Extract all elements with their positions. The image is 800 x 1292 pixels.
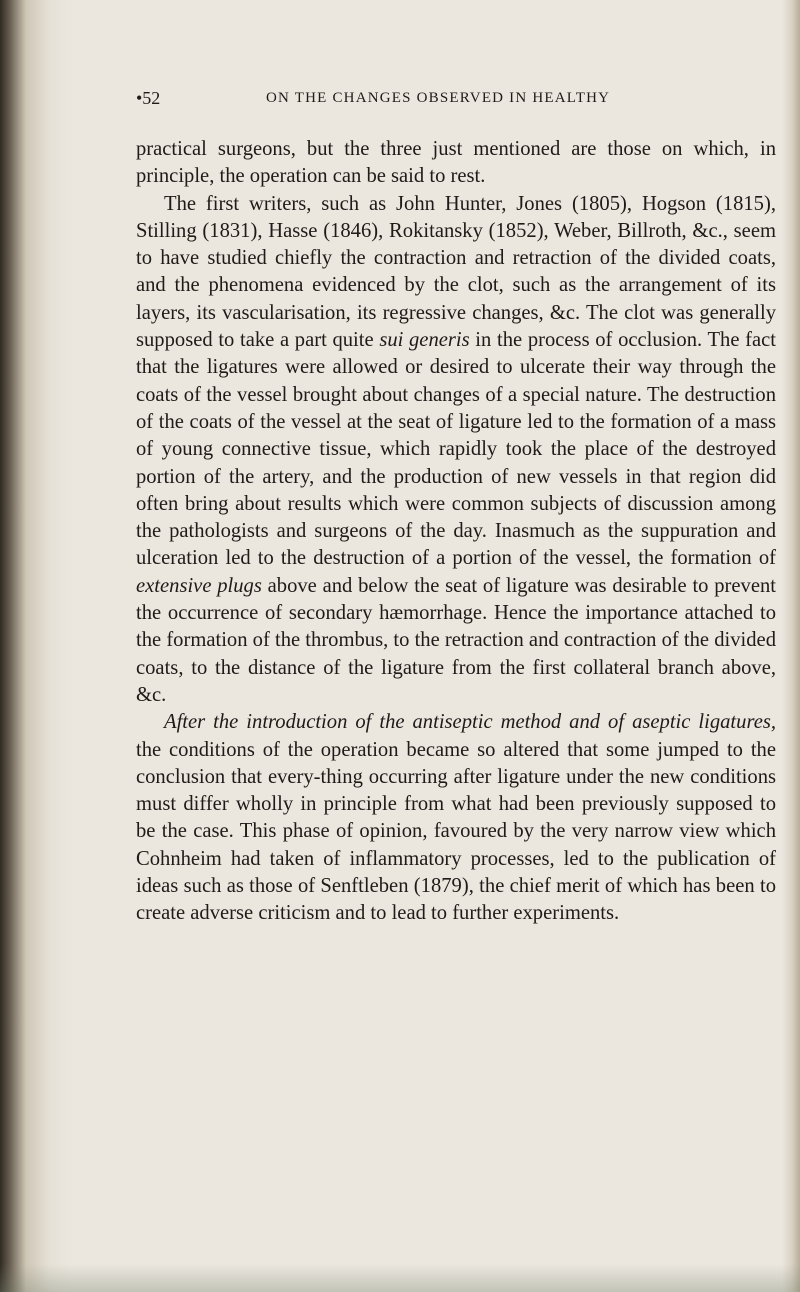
paragraph-first-writers xyxy=(136,191,776,710)
page-edge xyxy=(782,0,800,1292)
running-title: ON THE CHANGES OBSERVED IN HEALTHY xyxy=(266,90,611,106)
italic-term: extensive plugs xyxy=(136,574,262,597)
text-segment: The first writers, such as John Hunter, Jones (1805), Hogson (1815), Stilling (1831), Hasse (1846), Rokitansky (1852), Weber, Billroth, &c., seem to have studied chiefly the contraction and retraction of the divided coats, and the phenomena evidenced by the clot, such as the arrangement of its layers, its vascularisation, its regressive changes, &c. The clot was generally supposed to take a part quite xyxy=(136,192,776,352)
italic-lead-in: After the introduction of the antiseptic method and of aseptic ligatures, xyxy=(164,711,776,734)
italic-term: sui generis xyxy=(379,329,470,352)
book-page xyxy=(136,88,776,928)
paragraph-antiseptic-method xyxy=(136,709,776,927)
paragraph-continuation xyxy=(136,136,776,191)
page-number: •52 xyxy=(136,88,161,108)
text-segment: the conditions of the operation became so altered that some jumped to the conclusion that every-thing occurring after ligature under the new conditions must differ wholly in principle from what had been previously supposed to be the case. This phase of opinion, favoured by the very narrow view which Cohnheim had taken of inflammatory processes, led to the publication of ideas such as those of Senftleben (1879), the chief merit of which has been to create adverse criticism and to lead to further experiments. xyxy=(136,738,776,925)
body-text xyxy=(136,136,776,928)
text-segment: in the process of occlusion. The fact that the ligatures were allowed or desired to ulcerate their way through the coats of the vessel brought about changes of a special nature. The destruction of the coats of the vessel at the seat of ligature led to the formation of a mass of young connective tissue, which rapidly took the place of the destroyed portion of the artery, and the production of new vessels in that region did often bring about results which were common subjects of discussion among the pathologists and surgeons of the day. Inasmuch as the suppuration and ulceration led to the destruction of a portion of the vessel, the formation of xyxy=(136,329,776,570)
page-bottom-shadow xyxy=(0,1264,800,1292)
book-binding-shadow xyxy=(0,0,72,1292)
text-segment: practical surgeons, but the three just mentioned are those on which, in principle, the operation can be said to rest. xyxy=(136,138,776,188)
running-head xyxy=(136,88,776,118)
text-segment: above and below the seat of ligature was desirable to prevent the occurrence of secondary hæmorrhage. Hence the importance attached to the formation of the thrombus, to the retraction and contraction of the divided coats, to the distance of the ligature from the first collateral branch above, &c. xyxy=(136,574,776,706)
